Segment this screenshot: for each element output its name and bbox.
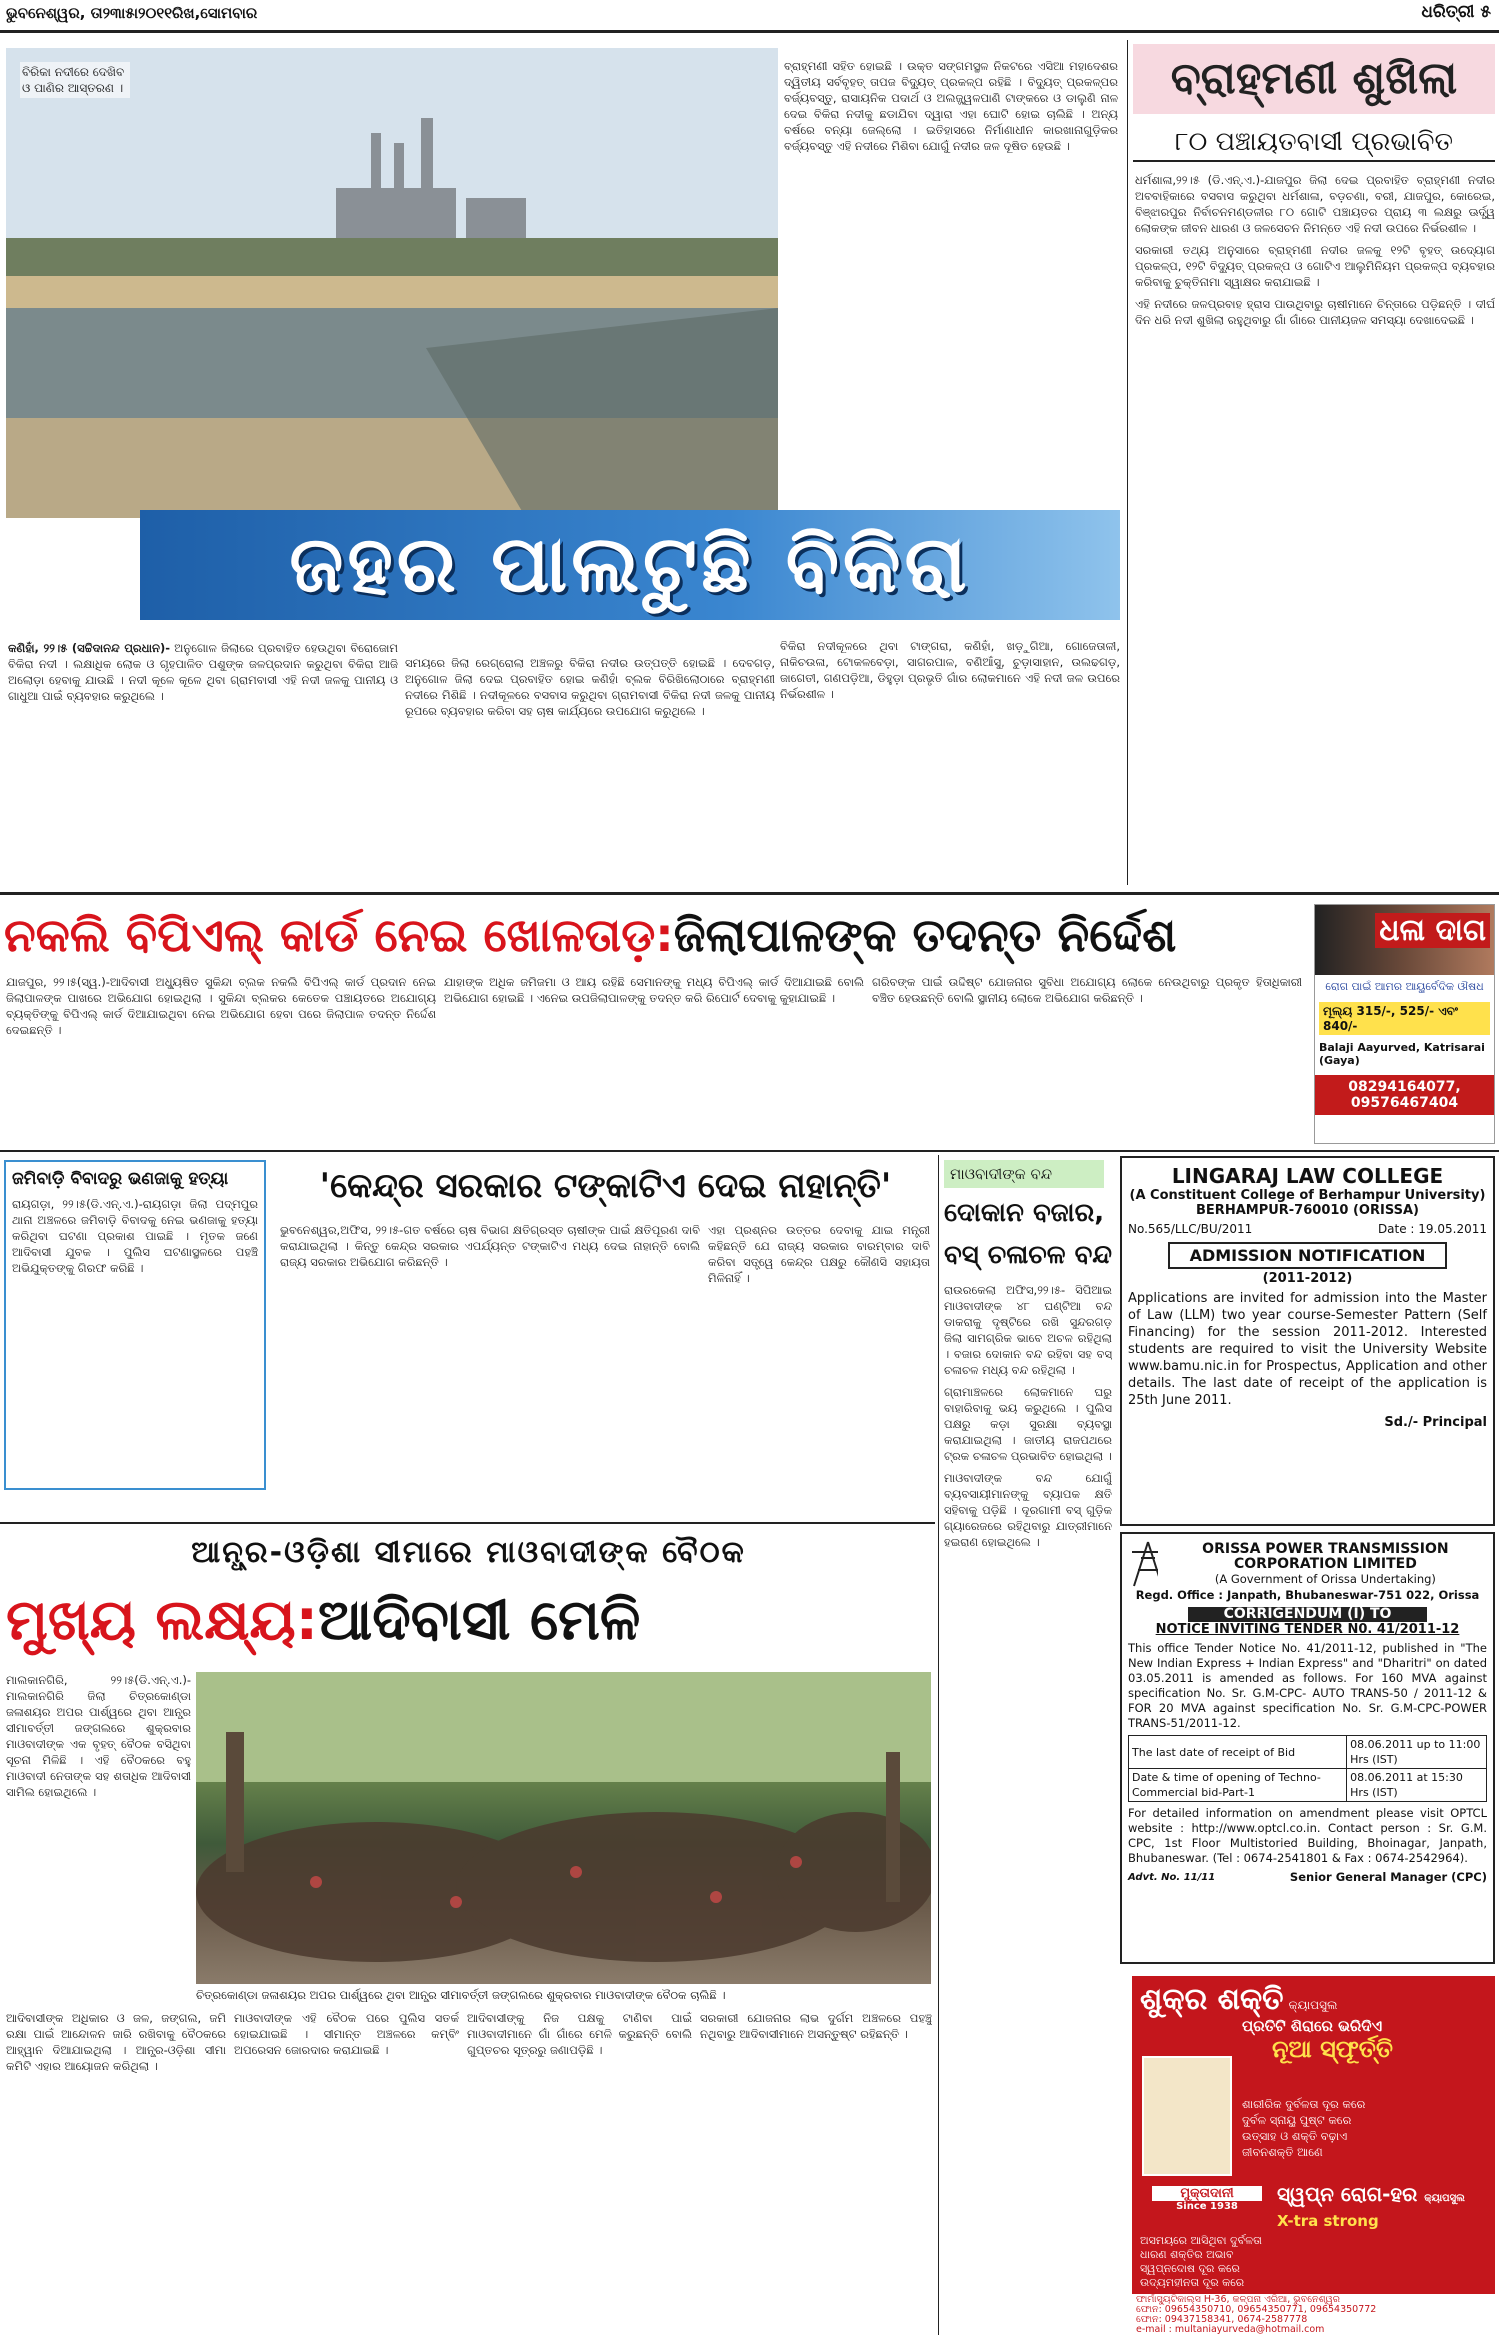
- brahmani-subhead: ୮୦ ପଞ୍ଚାୟତବାସୀ ପ୍ରଭାବିତ: [1133, 122, 1495, 162]
- optcl-org: ORISSA POWER TRANSMISSION CORPORATION LIMITED: [1202, 1540, 1449, 1572]
- shukra-footer-phones: ଫୋନ: 09654350710, 09654350771, 09654350772: [1136, 2304, 1377, 2315]
- shukra-top: [1132, 1976, 1495, 2017]
- maoist-bandh-para-3: ମାଓବାଦୀଙ୍କ ବନ୍ଦ ଯୋଗୁଁ ବ୍ୟବସାୟୀମାନଙ୍କୁ ବ୍ୟାପକ କ୍ଷତି ସହିବାକୁ ପଡ଼ିଛି । ଦୂରଗାମୀ ବସ୍ ଗୁଡ଼ିକ ଗ୍ୟାରେଜରେ ରହିଥିବାରୁ ଯାତ୍ରୀମାନେ ହଇରାଣ ହୋଇଥିଲେ ।: [944, 1471, 1112, 1549]
- optcl-org-sub: (A Government of Orissa Undertaking): [1214, 1571, 1436, 1586]
- central-govt-body-2: ଏହା ପ୍ରଶ୍ନର ଉତ୍ତର ଦେବାକୁ ଯାଇ ମନ୍ତ୍ରୀ କହିଛନ୍ତି ଯେ ରାଜ୍ୟ ସରକାର ବାରମ୍ବାର ଦାବି କରିବା ସତ୍ତ୍ୱେ କେନ୍ଦ୍ର ପକ୍ଷରୁ କୌଣସି ସହାୟତା ମିଳିନାହିଁ ।: [708, 1223, 930, 1285]
- ad-model-image: [1315, 905, 1494, 975]
- swapna-title: ସ୍ୱପ୍ନ ରୋଗ-ହର: [1277, 2182, 1418, 2206]
- shukra-bullets-2: [1140, 2234, 1485, 2290]
- lingaraj-notice-title: ADMISSION NOTIFICATION: [1168, 1242, 1447, 1269]
- maoist-bandh-para-1: ରାଉରକେଲା ଅଫିସ,୨୨।୫- ସିପିଆଇ ମାଓବାଦୀଙ୍କ ୪୮ ଘଣ୍ଟିଆ ବନ୍ଦ ଡାକରାକୁ ଦୃଷ୍ଟିରେ ରଖି ସୁନ୍ଦରଗଡ଼ ଜିଲା ସାମଗ୍ରିକ ଭାବେ ଅଚଳ ରହିଥିଲା । ବଜାର ଦୋକାନ ବନ୍ଦ ରହିବା ସହ ବସ୍ ଚଳାଚଳ ମଧ୍ୟ ବନ୍ଦ ରହିଥିଲା ।: [944, 1283, 1112, 1377]
- optcl-tender-title: NOTICE INVITING TENDER N0. 41/2011-12: [1155, 1622, 1460, 1637]
- bpl-body-1: ଯାଜପୁର, ୨୨।୫(ସ୍ୱ.)-ଆଦିବାସୀ ଅଧ୍ୟୁଷିତ ସୁକିନ୍ଦା ବ୍ଲକ ନକଲି ବିପିଏଲ୍ କାର୍ଡ ପ୍ରଦାନ ନେଇ ଜିଲାପାଳଙ୍କ ପାଖରେ ଅଭିଯୋଗ ହୋଇଥିଲା । ସୁକିନ୍ଦା ବ୍ଲକର କେତେକ ପଞ୍ଚାୟତରେ ଅଯୋଗ୍ୟ ବ୍ୟକ୍ତିଙ୍କୁ ବିପିଏଲ୍ କାର୍ଡ ଦିଆଯାଇଥିବା ନେଇ ଅଭିଯୋଗ ହେବା ପରେ ଜିଲାପାଳ ତଦନ୍ତ ନିର୍ଦ୍ଦେଶ ଦେଇଛନ୍ତି ।: [6, 975, 436, 1037]
- central-govt-headline: 'କେନ୍ଦ୍ର ସରକାର ଟଙ୍କାଟିଏ ଦେଇ ନାହାନ୍ତି': [319, 1166, 892, 1206]
- lingaraj-date: Date : 19.05.2011: [1377, 1222, 1487, 1236]
- optcl-dates-table: [1128, 1735, 1487, 1802]
- shukra-xtra: X-tra strong: [1277, 2212, 1379, 2230]
- shukra-suffix: କ୍ୟାପସୁଲ: [1288, 1998, 1338, 2012]
- dhala-daga-title: ଧଳା ଦାଗ: [1375, 913, 1490, 948]
- list-item: ଉଦ୍ୟମହୀନତା ଦୂର କରେ: [1140, 2276, 1245, 2289]
- lingaraj-ref: No.565/LLC/BU/2011: [1128, 1222, 1253, 1236]
- optcl-body: This office Tender Notice No. 41/2011-12, published in "The New Indian Express + Indian Express" and "Dharitri" on dated 03.05.2011 is amended as follows. For 160 MVA against specification No. Sr. G.M-CPC- AUTO TRANS-50 / 2011-12 & FOR 20 MVA against specification No. Sr. G.M-CPC-POWER TRANS-51/2011-12.: [1128, 1641, 1487, 1730]
- dhala-daga-company: Balaji Aayurved, Katrisarai (Gaya): [1319, 1041, 1485, 1067]
- maoist-meet-col-1: ଆଦିବାସୀଙ୍କ ଅଧିକାର ଓ ଜଳ, ଜଙ୍ଗଲ, ଜମି ରକ୍ଷା ପାଇଁ ଆନ୍ଦୋଳନ ଜାରି ରଖିବାକୁ ବୈଠକରେ ଆହ୍ୱାନ ଦିଆଯାଇଥିଲା । ଆନ୍ଧ୍ର-ଓଡ଼ିଶା ସୀମା କମିଟି ଏହାର ଆୟୋଜନ କରିଥିଲା ।: [6, 2011, 226, 2073]
- optcl-corrigendum: CORRIGENDUM (I) TO: [1188, 1607, 1427, 1622]
- optcl-row2-value: 08.06.2011 at 15:30 Hrs (IST): [1347, 1769, 1487, 1802]
- lead-headline: ଜହର ପାଲଟୁଛି ବିକିରା: [289, 520, 971, 610]
- maoist-bandh-tag: ମାଓବାଦୀଙ୍କ ବନ୍ଦ: [944, 1160, 1104, 1188]
- shukra-title-2: [1277, 2182, 1465, 2206]
- maoist-meet-headline-black: ଆଦିବାସୀ ମେଳି: [318, 1588, 641, 1653]
- optcl-row2-label: Date & time of opening of Techno-Commercial bid-Part-1: [1129, 1769, 1347, 1802]
- lead-body-mid2: ବିକିରା ନଦୀକୂଳରେ ଥିବା ଟାଙ୍ଗରା, କଣିହାଁ, ଖଡ଼ୁଗିଆ, ଗୋଜେତାଳୀ, ନାକିଚଉଳା, ଟୋକଳବେଡ଼ା, ସାଗରପାଳ, ବଣିଆଁସୁ, ଚୁଡ଼ାସାହାନ, ଉଲଢଗଡ଼, ଜାଗେତୀ, ଗଣପଡ଼ିଆ, ଡିହୁଡ଼ା ପ୍ରଭୃତି ଗାଁର ଲୋକମାନେ ଏହି ନଦୀ ଜଳ ଉପରେ ନିର୍ଭରଶୀଳ ।: [780, 639, 1120, 701]
- shukra-brand: [1152, 2186, 1262, 2212]
- optcl-regd: Regd. Office : Janpath, Bhubaneswar-751 022, Orissa: [1135, 1588, 1480, 1602]
- list-item: ଅସମୟରେ ଆସିଥିବା ଦୁର୍ବଳତା: [1140, 2234, 1262, 2247]
- shukra-footer-phone2: ଫୋନ: 09437158341, 0674-2587778: [1136, 2314, 1308, 2325]
- optcl-footer: For detailed information on amendment please visit OPTCL website : http://www.optcl.co.in. Contact person : Sr. G.M. CPC, 1st Floor Multistoried Building, Bhoinagar, Janpath, Bhubaneswar. (Tel : 0674-2541801 & Fax : 0674-2542964).: [1128, 1806, 1487, 1865]
- lingaraj-affiliation: (A Constituent College of Berhampur University): [1129, 1188, 1486, 1203]
- maoist-meet-photo: [196, 1672, 931, 1984]
- brahmani-para-1: ଧର୍ମଶାଳା,୨୨।୫ (ଡି.ଏନ୍.ଏ.)-ଯାଜପୁର ଜିଲା ଦେଇ ପ୍ରବାହିତ ବ୍ରାହ୍ମଣୀ ନଦୀର ଅବବାହିକାରେ ବସବାସ କରୁଥିବା ଧର୍ମଶାଳା, ବଡ଼ଚଣା, ବରୀ, ଯାଜପୁର, କୋରେଇ, ବିଞ୍ଝାରପୁର ନିର୍ବାଚନମଣ୍ଡଳୀର ୮୦ ଗୋଟି ପଞ୍ଚାୟତର ପ୍ରାୟ ୩ ଲକ୍ଷରୁ ଊର୍ଦ୍ଧ୍ୱ ଲୋକଙ୍କ ଜୀବନ ଧାରଣ ଓ ଜଳସେଚନ ନିମନ୍ତେ ଏହି ନଦୀ ଉପରେ ନିର୍ଭରଶୀଳ ।: [1135, 173, 1495, 235]
- maoist-meet-photo-caption: ଚିତ୍ରକୋଣ୍ଡା ଜଳାଶୟର ଅପର ପାର୍ଶ୍ୱରେ ଥିବା ଆନ୍ଧ୍ର ସୀମାବର୍ତ୍ତୀ ଜଙ୍ଗଲରେ ଶୁକ୍ରବାର ମାଓବାଦୀଙ୍କ ବୈଠକ ଚାଲିଛି ।: [196, 1988, 726, 2002]
- ad-optcl-tender: [1120, 1532, 1495, 1964]
- land-dispute-body: ରାୟଗଡ଼ା, ୨୨।୫(ଡି.ଏନ୍.ଏ.)-ରାୟଗଡ଼ା ଜିଲା ପଦ୍ମପୁର ଥାନା ଅଞ୍ଚଳରେ ଜମିବାଡ଼ି ବିବାଦକୁ ନେଇ ଭଣଜାକୁ ହତ୍ୟା କରିଥିବା ଘଟଣା ପ୍ରକାଶ ପାଇଛି । ମୃତକ ଜଣେ ଆଦିବାସୀ ଯୁବକ । ପୁଲିସ ଘଟଣାସ୍ଥଳରେ ପହଞ୍ଚି ଅଭିଯୁକ୍ତଙ୍କୁ ଗିରଫ କରିଛି ।: [12, 1197, 258, 1275]
- bpl-body-3: ଗରିବଙ୍କ ପାଇଁ ଉଦ୍ଦିଷ୍ଟ ଯୋଜନାର ସୁବିଧା ଅଯୋଗ୍ୟ ଲୋକେ ନେଉଥିବାରୁ ପ୍ରକୃତ ହିତାଧିକାରୀ ବଞ୍ଚିତ ହେଉଛନ୍ତି ବୋଲି ସ୍ଥାନୀୟ ଲୋକେ ଅଭିଯୋଗ କରିଛନ୍ତି ।: [872, 975, 1302, 1005]
- shukra-product-box: [1142, 2056, 1232, 2176]
- maoist-bandh-para-2: ଗ୍ରାମାଞ୍ଚଳରେ ଲୋକମାନେ ଘରୁ ବାହାରିବାକୁ ଭୟ କରୁଥିଲେ । ପୁଲିସ ପକ୍ଷରୁ କଡ଼ା ସୁରକ୍ଷା ବ୍ୟବସ୍ଥା କରାଯାଇଥିଲା । ଜାତୀୟ ରାଜପଥରେ ଟ୍ରକ ଚଳାଚଳ ପ୍ରଭାବିତ ହୋଇଥିଲା ।: [944, 1385, 1112, 1463]
- shukra-footer-email: e-mail : multaniayurveda@hotmail.com: [1136, 2324, 1325, 2335]
- maoist-bandh-body: [944, 1282, 1112, 2332]
- dhala-daga-subtitle: ରୋଗ ପାଇଁ ଆମର ଆୟୁର୍ବେଦିକ ଔଷଧ: [1325, 980, 1484, 993]
- maoist-meet-body: ମାଲକାନଗିରି, ୨୨।୫(ଡି.ଏନ୍.ଏ.)- ମାଲକାନଗିରି ଜିଲା ଚିତ୍ରକୋଣ୍ଡା ଜଳାଶୟର ଅପର ପାର୍ଶ୍ୱରେ ଥିବା ଆନ୍ଧ୍ର ସୀମାବର୍ତ୍ତୀ ଜଙ୍ଗଲରେ ଶୁକ୍ରବାର ମାଓବାଦୀଙ୍କ ଏକ ବୃହତ୍ ବୈଠକ ବସିଥିବା ସୂଚନା ମିଳିଛି । ଏହି ବୈଠକରେ ବହୁ ମାଓବାଦୀ ନେତାଙ୍କ ସହ ଶତାଧିକ ଆଦିବାସୀ ସାମିଲ ହୋଇଥିଲେ ।: [6, 1673, 191, 1799]
- shukra-tagline: ପ୍ରତିଟି ଶିରାରେ ଭରିଦିଏ: [1242, 2017, 1383, 2035]
- shukra-brand-name: ମୁକ୍ତାଦାନୀ: [1180, 2186, 1234, 2201]
- lingaraj-session: (2011-2012): [1262, 1271, 1353, 1286]
- maoist-meet-col-4: ସରକାରୀ ଯୋଜନାର ଲାଭ ଦୁର୍ଗମ ଅଞ୍ଚଳରେ ପହଞ୍ଚୁ ନଥିବାରୁ ଆଦିବାସୀମାନେ ଅସନ୍ତୁଷ୍ଟ ରହିଛନ୍ତି ।: [700, 2011, 932, 2041]
- bpl-body-2: ଯାହାଙ୍କ ଅଧିକ ଜମିଜମା ଓ ଆୟ ରହିଛି ସେମାନଙ୍କୁ ମଧ୍ୟ ବିପିଏଲ୍ କାର୍ଡ ଦିଆଯାଇଛି ବୋଲି ଅଭିଯୋଗ ହୋଇଛି । ଏନେଇ ଉପଜିଲାପାଳଙ୍କୁ ତଦନ୍ତ କରି ରିପୋର୍ଟ ଦେବାକୁ କୁହାଯାଇଛି ।: [444, 975, 864, 1005]
- lead-body-mid: ସମୟରେ ଜିଲା ରେଗ୍ରୋଲା ଅଞ୍ଚଳରୁ ବିକିରା ନଦୀର ଉତ୍ପତ୍ତି ହୋଇଛି । ଦେବଗଡ଼, ଅନୁଗୋଳ ଜିଲା ଦେଇ ପ୍ରବାହିତ ହୋଇ କଣିହାଁ ବ୍ଲକ ବିରିଖିଲୋଠାରେ ବ୍ରାହ୍ମଣୀ ନଦୀରେ ମିଶିଛି । ନଦୀକୂଳରେ ବସବାସ କରୁଥିବା ଗ୍ରାମବାସୀ ବିକିରା ନଦୀ ଜଳକୁ ପାନୀୟ ରୂପରେ ବ୍ୟବହାର କରିବା ସହ ଚାଷ କାର୍ଯ୍ୟରେ ଉପଯୋଗ କରୁଥିଲେ ।: [405, 656, 775, 718]
- shukra-since: Since 1938: [1152, 2201, 1262, 2212]
- table-row: [1129, 1769, 1487, 1802]
- maoist-meet-kicker: ଆନ୍ଧ୍ର-ଓଡ଼ିଶା ସୀମାରେ ମାଓବାଦୀଙ୍କ ବୈଠକ: [191, 1535, 746, 1570]
- land-dispute-headline: ଜମିବାଡ଼ି ବିବାଦରୁ ଭଣଜାକୁ ହତ୍ୟା: [12, 1169, 229, 1189]
- brahmani-para-2: ସରକାରୀ ତଥ୍ୟ ଅନୁସାରେ ବ୍ରାହ୍ମଣୀ ନଦୀର ଜଳକୁ ୧୨ଟି ବୃହତ୍ ଉଦ୍ୟୋଗ ପ୍ରକଳ୍ପ, ୧୨ଟି ବିଦ୍ୟୁତ୍ ପ୍ରକଳ୍ପ ଓ ଗୋଟିଏ ଆଲୁମିନିୟମ ପ୍ରକଳ୍ପ ବ୍ୟବହାର କରିବାକୁ ଚୁକ୍ତିନାମା ସ୍ୱାକ୍ଷର କରାଯାଇଛି ।: [1135, 243, 1495, 289]
- list-item: ଧାରଣ ଶକ୍ତିର ଅଭାବ: [1140, 2248, 1234, 2261]
- bpl-headline-red: ନକଲି ବିପିଏଲ୍ କାର୍ଡ ନେଇ ଖୋଳତାଡ଼:: [4, 908, 674, 962]
- lingaraj-city: BERHAMPUR-760010 (ORISSA): [1196, 1203, 1419, 1218]
- masthead: [0, 0, 1499, 30]
- ad-dhala-daga: [1314, 904, 1495, 1144]
- bpl-headline: [4, 900, 1309, 970]
- optcl-row1-label: The last date of receipt of Bid: [1129, 1736, 1347, 1769]
- shukra-title: ଶୁକ୍ର ଶକ୍ତି: [1140, 1982, 1284, 2017]
- shukra-bullets: [1242, 2096, 1487, 2160]
- shukra-tagline-2: ନୂଆ ସ୍ଫୂର୍ତ୍ତି: [1272, 2035, 1394, 2063]
- photo-caption: ବିରିକା ନଦୀରେ ଦେଖିବ ଓ ପାଣିର ଆସ୍ତରଣ ।: [20, 62, 130, 98]
- lingaraj-signature: Sd./- Principal: [1384, 1415, 1487, 1430]
- ad-lingaraj-law-college: [1120, 1156, 1495, 1526]
- dateline: ଭୁବନେଶ୍ୱର, ତା୨୩ା୫ା୨୦୧୧ରିଖ,ସୋମବାର: [6, 4, 258, 22]
- transmission-tower-icon: [1128, 1540, 1158, 1588]
- lingaraj-ref-row: [1128, 1222, 1487, 1236]
- dhala-daga-phones: 08294164077, 09576467404: [1315, 1075, 1494, 1115]
- ad-shukra-shakti: [1132, 1976, 1495, 2336]
- list-item: ସ୍ୱପ୍ନଦୋଷ ଦୂର କରେ: [1140, 2262, 1240, 2275]
- list-item: ଶାରୀରିକ ଦୁର୍ବଳତା ଦୂର କରେ: [1242, 2097, 1366, 2111]
- lingaraj-body: Applications are invited for admission into the Master of Law (LLM) two year course-Semester Pattern (Self Financing) for the session 2011-2012. Interested students are required to visit the University Website www.bamu.nic.in for Prospectus, Application and other details. The last date of receipt of the application is 25th June 2011.: [1128, 1291, 1487, 1408]
- table-row: [1129, 1736, 1487, 1769]
- maoist-meet-col-2: ମାଓବାଦୀଙ୍କ ଏହି ବୈଠକ ପରେ ପୁଲିସ ସତର୍କ ହୋଇଯାଇଛି । ସୀମାନ୍ତ ଅଞ୍ଚଳରେ କମ୍ବିଂ ଅପରେସନ ଜୋରଦାର କରାଯାଇଛି ।: [234, 2011, 459, 2057]
- list-item: ଜୀବନଶକ୍ତି ଆଣେ: [1242, 2145, 1323, 2159]
- maoist-bandh-headline: ଦୋକାନ ବଜାର, ବସ୍ ଚଳାଚଳ ବନ୍ଦ: [944, 1198, 1112, 1270]
- lead-byline-body: [8, 640, 398, 880]
- paper-name: ଧରିତ୍ରୀ ୫: [1421, 2, 1491, 22]
- maoist-meet-headline: [6, 1580, 931, 1662]
- maoist-meet-headline-red: ମୁଖ୍ୟ ଲକ୍ଷ୍ୟ:: [6, 1588, 319, 1653]
- list-item: ଉତ୍ସାହ ଓ ଶକ୍ତି ବଢ଼ାଏ: [1242, 2129, 1348, 2143]
- brahmani-body: [1135, 172, 1495, 882]
- maoist-meet-col-3: ଆଦିବାସୀଙ୍କୁ ନିଜ ପକ୍ଷକୁ ଟାଣିବା ପାଇଁ ମାଓବାଦୀମାନେ ଗାଁ ଗାଁରେ ମେଳି କରୁଛନ୍ତି ବୋଲି ଗୁପ୍ତଚର ସୂତ୍ରରୁ ଜଣାପଡ଼ିଛି ।: [467, 2011, 692, 2057]
- central-govt-body: ଭୁବନେଶ୍ୱର,ଅଫିସ, ୨୨।୫-ଗତ ବର୍ଷରେ ଚାଷ ବିଭାଗ କ୍ଷତିଗ୍ରସ୍ତ ଚାଷୀଙ୍କ ପାଇଁ କ୍ଷତିପୂରଣ ଦାବି କରାଯାଇଥିଲା । କିନ୍ତୁ କେନ୍ଦ୍ର ସରକାର ଏପର୍ଯ୍ୟନ୍ତ ଟଙ୍କାଟିଏ ମଧ୍ୟ ଦେଇ ନାହାନ୍ତି ବୋଲି ରାଜ୍ୟ ସରକାର ଅଭିଯୋଗ କରିଛନ୍ତି ।: [280, 1223, 700, 1269]
- land-dispute-box: [4, 1160, 266, 1490]
- power-plant-river-image: [6, 48, 778, 518]
- lead-byline: କଣିହାଁ, ୨୨।୫ (ସଚ୍ଚିଦାନନ୍ଦ ପ୍ରଧାନ)-: [8, 641, 171, 655]
- optcl-row1-value: 08.06.2011 up to 11:00 Hrs (IST): [1347, 1736, 1487, 1769]
- optcl-advt-no: Advt. No. 11/11: [1128, 1872, 1216, 1883]
- dhala-daga-price: ମୂଲ୍ୟ 315/-, 525/- ଏବଂ 840/-: [1319, 1002, 1490, 1035]
- brahmani-header: [1133, 44, 1495, 114]
- brahmani-para-3: ଏହି ନଦୀରେ ଜଳପ୍ରବାହ ହ୍ରାସ ପାଉଥିବାରୁ ଚାଷୀମାନେ ଚିନ୍ତାରେ ପଡ଼ିଛନ୍ତି । ଦୀର୍ଘ ଦିନ ଧରି ନଦୀ ଶୁଖିଲା ରହୁଥିବାରୁ ଗାଁ ଗାଁରେ ପାନୀୟଜଳ ସମସ୍ୟା ଦେଖାଦେଇଛି ।: [1135, 297, 1495, 327]
- lead-banner: [140, 510, 1120, 620]
- tribal-gathering-image: [196, 1672, 931, 1984]
- lead-photo: [6, 48, 778, 518]
- optcl-header: [1128, 1540, 1487, 1588]
- lead-body-left: ଅନୁଗୋଳ ଜିଲାରେ ପ୍ରବାହିତ ହେଉଥିବା ବିରୋଜୋମ ବିକିରା ନଦୀ । ଲକ୍ଷାଧିକ ଲୋକ ଓ ଗୃହପାଳିତ ପଶୁଙ୍କ ଜଳପ୍ରଦାନ କରୁଥିବା ବିକିରା ଆଜି ଅଲୋଡ଼ା ହେବାକୁ ଯାଉଛି । ନଦୀ କୂଳେ କୂଳେ ଥିବା ଗ୍ରାମବାସୀ ଏହି ନଦୀ ଜଳକୁ ପାନୀୟ ଓ ଗାଧୁଆ ପାଇଁ ବ୍ୟବହାର କରୁଥିଲେ ।: [8, 641, 398, 703]
- shukra-footer: [1132, 2294, 1495, 2336]
- optcl-signatory: Senior General Manager (CPC): [1289, 1870, 1487, 1884]
- bpl-headline-black: ଜିଲାପାଳଙ୍କ ତଦନ୍ତ ନିର୍ଦ୍ଦେଶ: [673, 908, 1177, 962]
- lingaraj-college: LINGARAJ LAW COLLEGE: [1171, 1164, 1444, 1188]
- swapna-suffix: କ୍ୟାପସୁଲ: [1424, 2193, 1465, 2204]
- list-item: ଦୁର୍ବଳ ସ୍ନାୟୁ ପୁଷ୍ଟ କରେ: [1242, 2113, 1352, 2127]
- brahmani-headline: ବ୍ରାହ୍ମଣୀ ଶୁଖିଲା: [1170, 53, 1458, 104]
- shukra-footer-company: ଫାର୍ମାସ୍ୟୁଟିକାଲ୍ସ H-36, କଳ୍ପନା ଏରିଆ, ଭୁବନେଶ୍ୱର: [1136, 2294, 1340, 2305]
- optcl-sign-row: [1128, 1870, 1487, 1885]
- lead-body-right: ବ୍ରାହ୍ମଣୀ ସହିତ ହୋଇଛି । ଉକ୍ତ ସଙ୍ଗମସ୍ଥଳ ନିକଟରେ ଏସିଆ ମହାଦେଶର ଦ୍ୱିତୀୟ ସର୍ବବୃହତ୍ ତାପଜ ବିଦ୍ୟୁତ୍ ପ୍ରକଳ୍ପ ରହିଛି । ବିଦ୍ୟୁତ୍ ପ୍ରକଳ୍ପର ବର୍ଜ୍ୟବସ୍ତୁ, ରାସାୟନିକ ପଦାର୍ଥ ଓ ଅଲଜ୍ଜ୍ୱଳପାଣି ଟାଙ୍କରେ ଓ ଡାଲୁଣି ନାଳ ଦେଇ ବିକିରା ନଦୀକୁ ଛଡାଯିବା ଦ୍ୱାରା ଏହା ଘୋଟି ହୋଇ ଚାଲିଛି । ଅନ୍ୟ ବର୍ଷରେ ବନ୍ୟା ଜେଲ୍ଲୋ । ଇତିହାସରେ ନିର୍ମାଣାଧୀନ କାରଖାନାଗୁଡ଼ିକର ବର୍ଜ୍ୟବସ୍ତୁ ଏହି ନଦୀରେ ମିଶିବା ଯୋଗୁଁ ନଦୀର ଜଳ ଦୂଷିତ ହେଉଛି ।: [784, 59, 1118, 153]
